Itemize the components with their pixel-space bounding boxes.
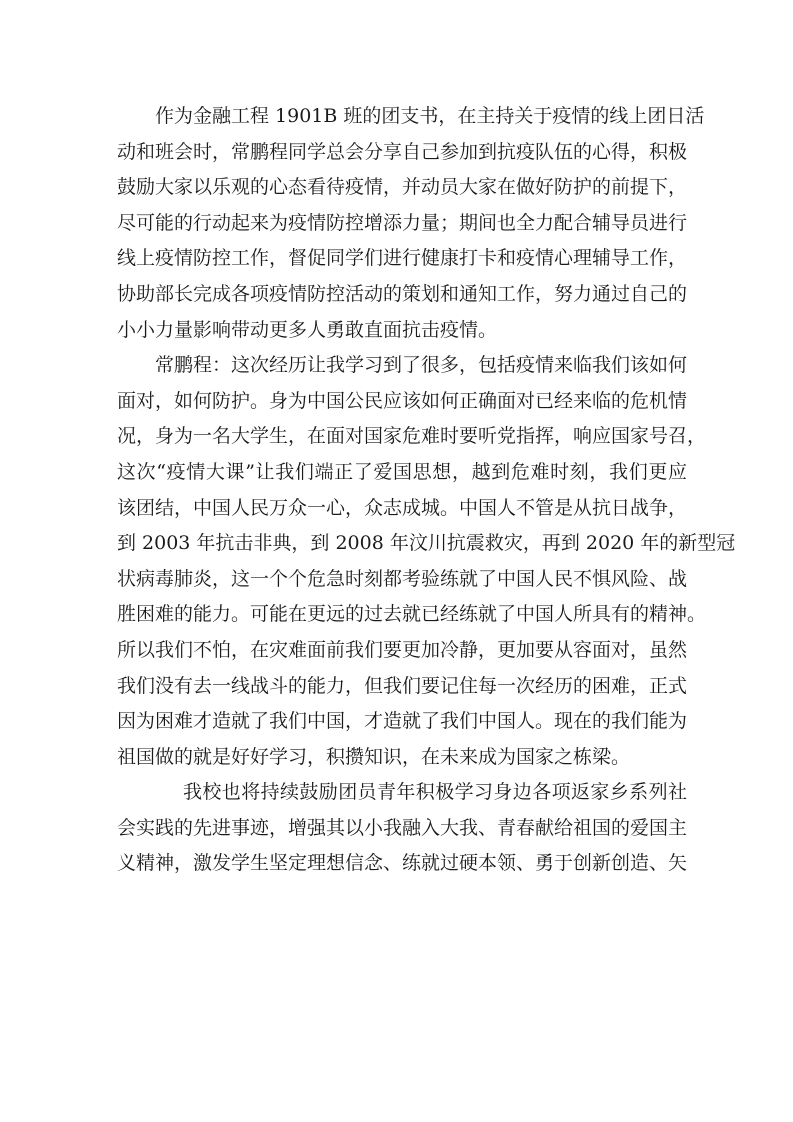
text-line: 面对，如何防护。身为中国公民应该如何正确面对已经来临的危机情 <box>117 389 688 412</box>
text-line: 小小力量影响带动更多人勇敢直面抗击疫情。 <box>117 318 498 341</box>
text-line: 到 2003 年抗击非典，到 2008 年汶川抗震救灾，再到 2020 年的新型冠 <box>117 532 736 555</box>
text-line: 常鹏程：这次经历让我学习到了很多，包括疫情来临我们该如何 <box>155 354 688 377</box>
text-line: 这次“疫情大课”让我们端正了爱国思想，越到危难时刻，我们更应 <box>117 460 687 483</box>
document-body <box>117 99 736 882</box>
text-line: 协助部长完成各项疫情防控活动的策划和通知工作，努力通过自己的 <box>117 282 688 305</box>
text-line: 会实践的先进事迹，增强其以小我融入大我、青春献给祖国的爱国主 <box>117 816 688 839</box>
text-line: 动和班会时，常鹏程同学总会分享自己参加到抗疫队伍的心得，积极 <box>117 140 688 163</box>
paragraph-2 <box>117 348 736 775</box>
text-line: 尽可能的行动起来为疫情防控增添力量；期间也全力配合辅导员进行 <box>117 211 688 234</box>
paragraph-3 <box>117 775 687 882</box>
text-line: 祖国做的就是好好学习，积攒知识，在未来成为国家之栋梁。 <box>117 745 631 768</box>
text-line: 状病毒肺炎，这一个个危急时刻都考验练就了中国人民不惧风险、战 <box>117 567 688 590</box>
text-line: 况，身为一名大学生，在面对国家危难时要听党指挥，响应国家号召， <box>117 425 707 448</box>
text-line: 义精神，激发学生坚定理想信念、练就过硬本领、勇于创新创造、矢 <box>117 852 688 875</box>
text-line: 线上疫情防控工作，督促同学们进行健康打卡和疫情心理辅导工作， <box>117 247 688 270</box>
text-line: 所以我们不怕，在灾难面前我们要更加冷静，更加要从容面对，虽然 <box>117 638 688 661</box>
text-line: 我们没有去一线战斗的能力，但我们要记住每一次经历的困难，正式 <box>117 674 688 697</box>
paragraph-1 <box>117 99 705 348</box>
text-line: 因为困难才造就了我们中国，才造就了我们中国人。现在的我们能为 <box>117 710 688 733</box>
text-line: 作为金融工程 1901B 班的团支书，在主持关于疫情的线上团日活 <box>155 105 705 127</box>
text-line: 我校也将持续鼓励团员青年积极学习身边各项返家乡系列社 <box>183 781 687 804</box>
text-line: 该团结，中国人民万众一心，众志成城。中国人不管是从抗日战争， <box>117 496 688 519</box>
text-line: 胜困难的能力。可能在更远的过去就已经练就了中国人所具有的精神。 <box>117 603 707 626</box>
text-line: 鼓励大家以乐观的心态看待疫情，并动员大家在做好防护的前提下， <box>117 176 688 199</box>
